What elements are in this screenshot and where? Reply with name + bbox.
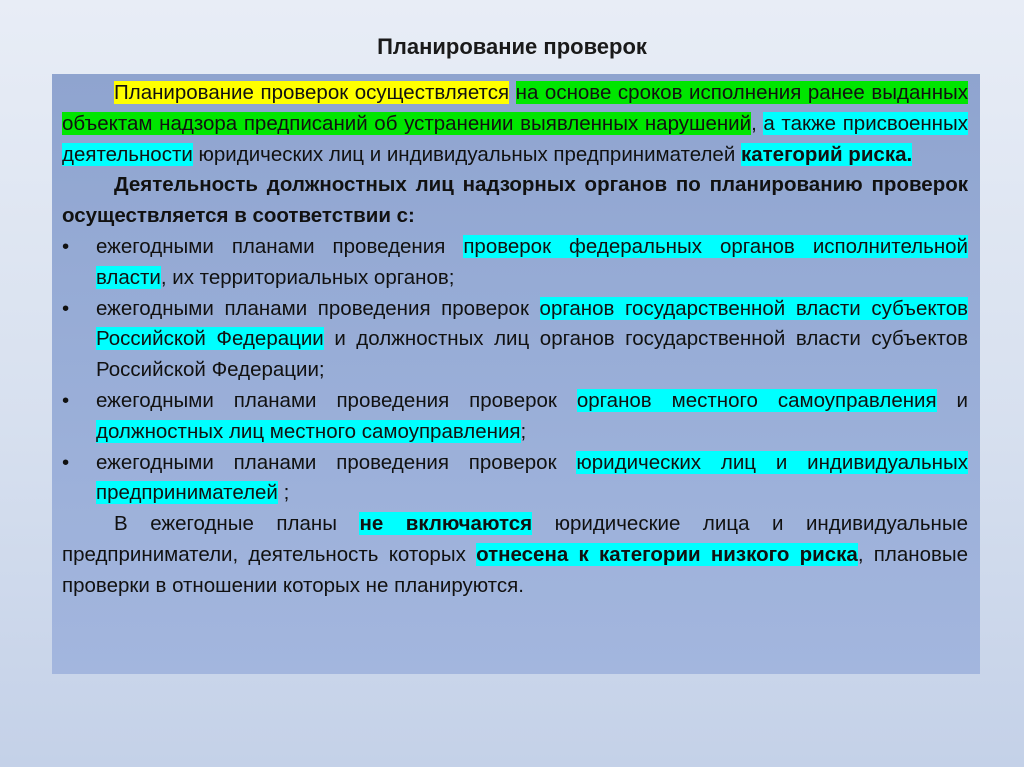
highlight-cyan: а также присвоенных деятельности [62, 111, 968, 166]
highlight-cyan: органов государственной власти субъектов Российской Федерации [96, 296, 968, 351]
highlight-green: на основе сроков исполнения ранее выданных объектам надзора предписаний об устранении выявленных нарушений [62, 81, 969, 135]
content-body [62, 78, 968, 602]
bullet-item: • ежегодными планами проведения проверок федеральных органов исполнительной власти, их территориальных органов; [62, 232, 968, 294]
highlight-cyan: проверок федеральных органов исполнительной власти [96, 234, 968, 289]
paragraph-exclusions: В ежегодные планы не включаются юридические лица и индивидуальные предприниматели, деятельность которых отнесена к категории низкого риска, плановые проверки в отношении которых не планируются. [62, 512, 968, 597]
bullet-item: • ежегодными планами проведения проверок юридических лиц и индивидуальных предпринимателей ; [62, 448, 968, 510]
highlight-yellow: Планирование проверок осуществляется [114, 81, 510, 104]
bullet-icon: • [62, 296, 70, 320]
paragraph-activity: Деятельность должностных лиц надзорных органов по планированию проверок осуществляется в соответствии с: [62, 173, 968, 228]
slide-title: Планирование проверок [377, 34, 647, 59]
bullet-icon: • [62, 234, 70, 258]
bullet-icon: • [62, 450, 70, 474]
bullet-icon: • [62, 388, 70, 412]
bullet-item: • ежегодными планами проведения проверок органов государственной власти субъектов Российской Федерации и должностных лиц органов государственной власти субъектов Российской Федерации; [62, 294, 968, 386]
highlight-cyan: отнесена к категории низкого риска [476, 542, 858, 566]
risk-categories-text: категорий риска. [740, 142, 913, 166]
paragraph-planning-basis: Планирование проверок осуществляется на основе сроков исполнения ранее выданных объектам надзора предписаний об устранении выявленных нарушений, а также присвоенных деятельности юридических лиц и индивидуальных предпринимателей категорий риска. [62, 81, 969, 166]
highlight-cyan: не включаются [359, 512, 533, 536]
highlight-cyan: должностных лиц местного самоуправления [96, 419, 521, 443]
bullet-item: • ежегодными планами проведения проверок органов местного самоуправления и должностных лиц местного самоуправления; [62, 386, 968, 448]
highlight-cyan: органов местного самоуправления [576, 388, 937, 412]
highlight-cyan: юридических лиц и индивидуальных предпринимателей [96, 450, 968, 505]
